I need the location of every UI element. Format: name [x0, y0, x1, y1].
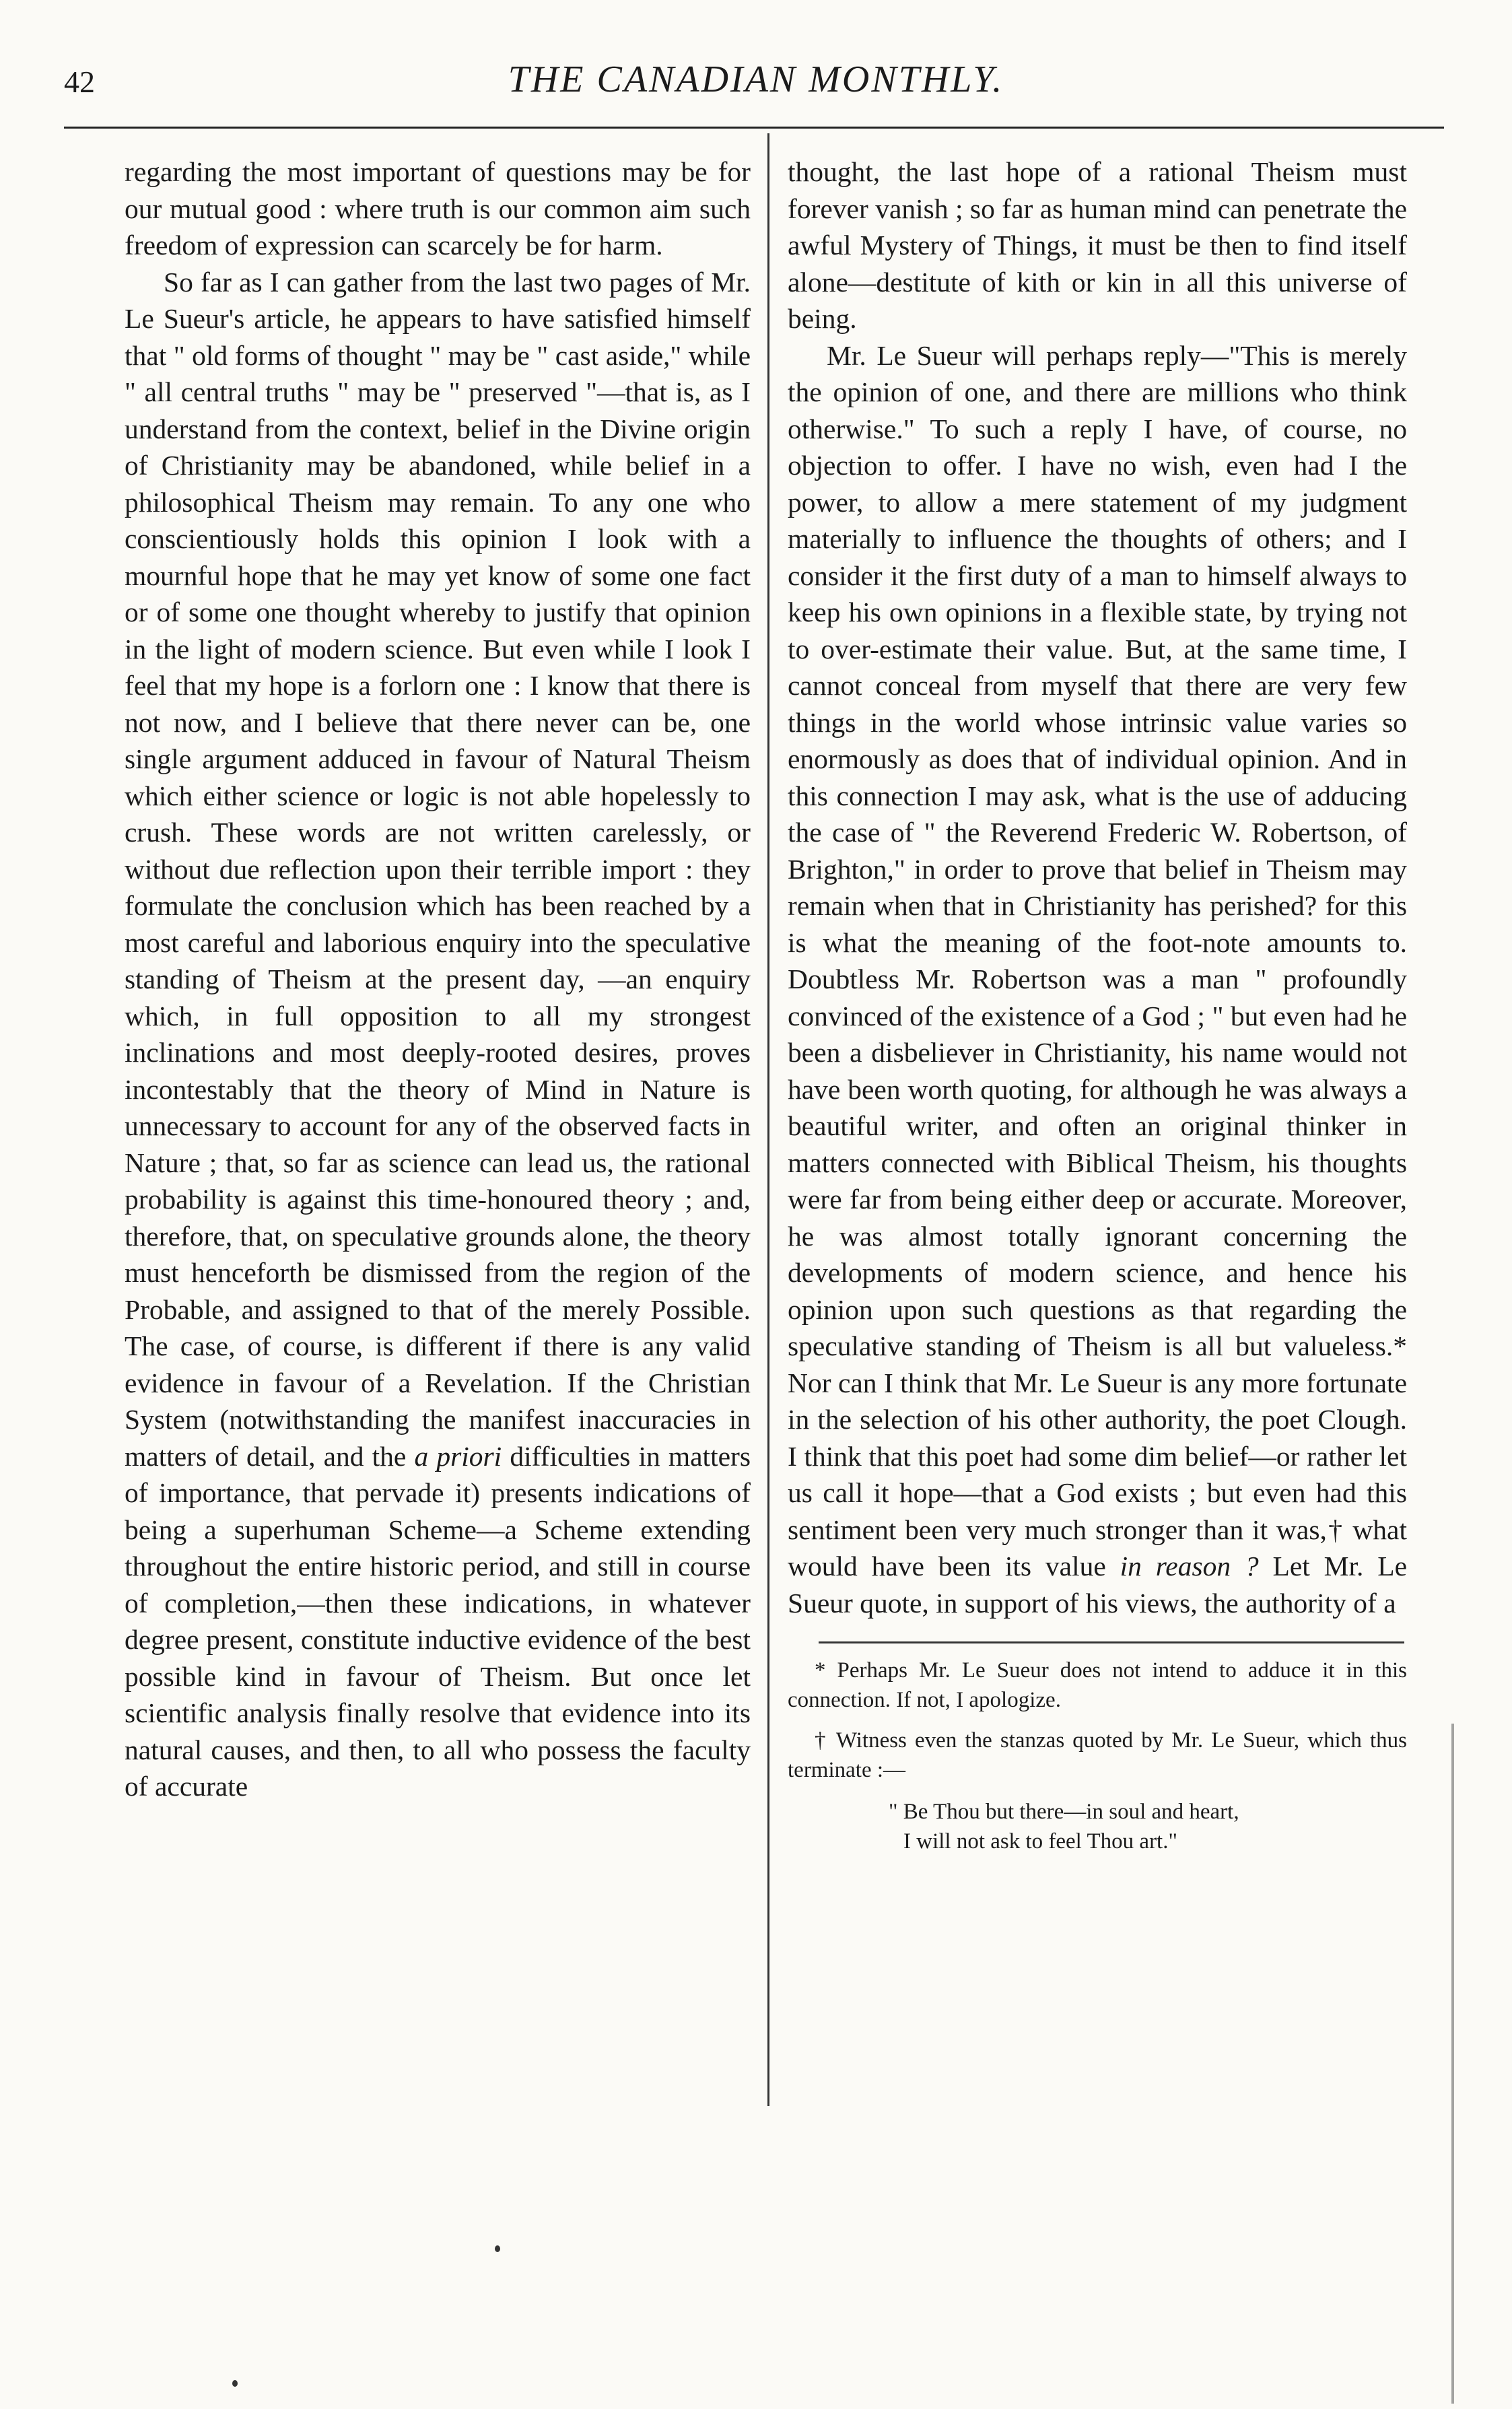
left-paragraph-2 [125, 264, 751, 1805]
right-paragraph-1: thought, the last hope of a rational Theism must forever vanish ; so far as human mind can penetrate the awful Mystery of Things, it must be then to find itself alone—destitute of kith or kin in all this universe of being. [788, 156, 1407, 334]
ink-speck [495, 2245, 500, 2252]
italic-phrase-a-priori: a priori [414, 1440, 502, 1472]
footnote-1: * Perhaps Mr. Le Sueur does not intend to adduce it in this connection. If not, I apologize. [788, 1658, 1407, 1712]
running-title: THE CANADIAN MONTHLY. [508, 59, 1004, 100]
right-paragraph-2 [788, 337, 1407, 1622]
ink-speck [232, 2380, 238, 2387]
left-column [125, 154, 751, 1805]
page-header [0, 0, 1512, 148]
right-paragraph-2-text-a: Mr. Le Sueur will perhaps reply—"This is merely the opinion of one, and there are millions who think otherwise." To such a reply I have, of course, no objection to offer. I have no wish, even had I the power, to allow a mere statement of my judgment materially to influence the thoughts of others; and I consider it the first duty of a man to himself always to keep his own opinions in a flexible state, by trying not to over-estimate their value. But, at the same time, I cannot conceal from myself that there are very few things in the world whose intrinsic value varies so enormously as does that of individual opinion. And in this connection I may ask, what is the use of adducing the case of " the Reverend Frederic W. Robertson, of Brighton," in order to prove that belief in Theism may remain when that in Christianity has perished? for this is what the meaning of the foot-note amounts to. Doubtless Mr. Robertson was a man " profoundly convinced of the existence of a God ; " but even had he been a disbeliever in Christianity, his name would not have been worth quoting, for although he was always a beautiful writer, and often an original thinker in matters connected with Biblical Theism, his thoughts were far from being either deep or accurate. Moreover, he was almost totally ignorant concerning the developments of modern science, and hence his opinion upon such questions as that regarding the speculative standing of Theism is all but valueless.* Nor can I think that Mr. Le Sueur is any more fortunate in the selection of his other authority, the poet Clough. I think that this poet had some dim belief—or rather let us call it hope—that a God exists ; but even had this sentiment been very much stronger than it was,† what would have been its value [788, 339, 1407, 1582]
italic-phrase-in-reason: in reason ? [1120, 1551, 1259, 1582]
right-paragraph-2-text-b: Let Mr. Le Sueur quote, in support of his views, the authority of a [788, 1551, 1408, 1619]
page-edge-mark [1451, 1724, 1454, 2404]
left-paragraph-1: regarding the most important of questions may be for our mutual good : where truth is our common aim such freedom of expression can scarcely be for harm. [125, 156, 751, 261]
footnotes [788, 1656, 1407, 1856]
header-rule [64, 127, 1444, 129]
footnote-2: † Witness even the stanzas quoted by Mr. Le Sueur, which thus terminate :— [788, 1728, 1407, 1782]
column-divider [767, 133, 769, 2106]
verse-line-2: I will not ask to feel Thou art." [903, 1829, 1177, 1854]
footnote-verse [788, 1797, 1407, 1856]
left-paragraph-2-text-a: So far as I can gather from the last two pages of Mr. Le Sueur's article, he appears to have satisfied himself that " old forms of thought " may be " cast aside," while " all central truths " may be " preserved "—that is, as I understand from the context, belief in the Divine origin of Christianity may be abandoned, while belief in a philosophical Theism may remain. To any one who conscientiously holds this opinion I look with a mournful hope that he may yet know of some one fact or of some one thought whereby to justify that opinion in the light of modern science. But even while I look I feel that my hope is a forlorn one : I know that there is not now, and I believe that there never can be, one single argument adduced in favour of Natural Theism which either science or logic is not able hopelessly to crush. These words are not written carelessly, or without due reflection upon their terrible import : they formulate the conclusion which has been reached by a most careful and laborious enquiry into the speculative standing of Theism at the present day, —an enquiry which, in full opposition to all my strongest inclinations and most deeply-rooted desires, proves incontestably that the theory of Mind in Nature is unnecessary to account for any of the observed facts in Nature ; that, so far as science can lead us, the rational probability is against this time-honoured theory ; and, therefore, that, on speculative grounds alone, the theory must henceforth be dismissed from the region of the Probable, and assigned to that of the merely Possible. The case, of course, is different if there is any valid evidence in favour of a Revelation. If the Christian System (notwithstanding the manifest inaccuracies in matters of detail, and the [125, 266, 751, 1472]
page-number: 42 [64, 65, 95, 99]
footnote-rule [819, 1641, 1404, 1643]
verse-line-1: " Be Thou but there—in soul and heart, [889, 1800, 1239, 1824]
right-column [788, 154, 1407, 1856]
left-paragraph-2-text-b: difficulties in matters of importance, that pervade it) presents indications of being a superhuman Scheme—a Scheme extending throughout the entire historic period, and still in course of completion,—then these indications, in whatever degree present, constitute inductive evidence of the best possible kind in favour of Theism. But once let scientific analysis finally resolve that evidence into its natural causes, and then, to all who possess the faculty of accurate [125, 1440, 751, 1802]
